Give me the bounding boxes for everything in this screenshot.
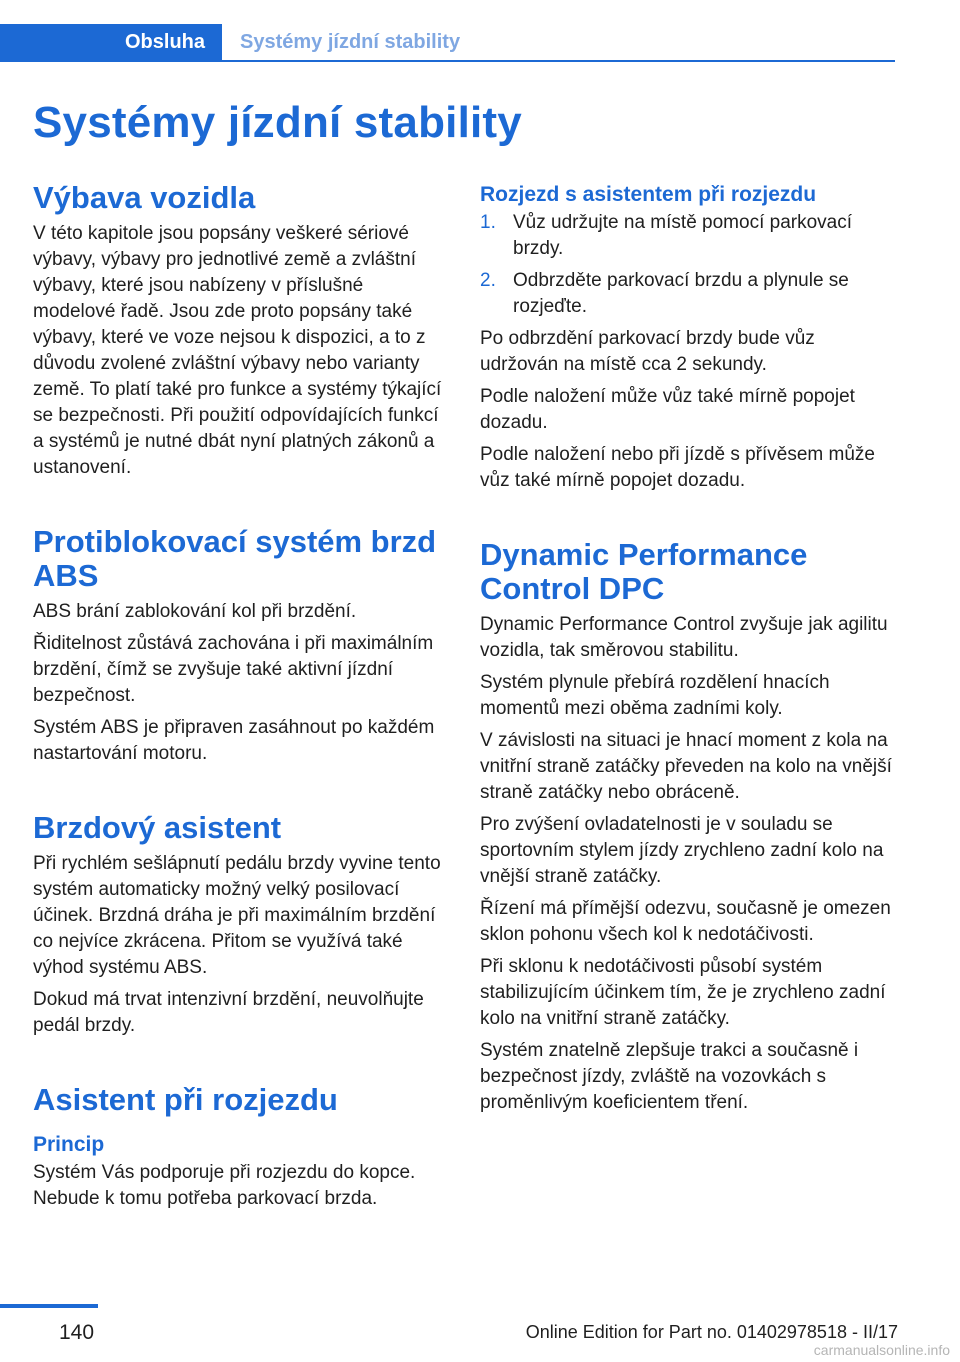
subsection-title-start-with-assistant: Rozjezd s asistentem při rozjezdu: [480, 183, 817, 206]
step-text: Odbrzděte parkovací brzdu a plynule se rozjeďte.: [513, 270, 849, 317]
paragraph: Při sklonu k nedotáčivosti působí systém stabilizujícím účinkem tím, že je zrychleno zadní kolo na vnitřní straně zatáčky.: [480, 956, 886, 1029]
paragraph: Systém Vás podporuje při rozjezdu do kopce. Nebude k tomu potřeba parkovací brzda.: [33, 1162, 416, 1209]
paragraph: Systém plynule přebírá rozdělení hnacích momentů mezi oběma zadními koly.: [480, 672, 830, 719]
paragraph: V této kapitole jsou popsány veškeré sériové výbavy, výbavy pro jednotlivé země a zvláštní výbavy, které jsou nabízeny v příslušné modelové řadě. Jsou zde proto popsány také výbavy, které ve voze nejsou k dispozici, a to z důvodu zvolené zvláštní výbavy nebo varianty země. To platí také pro funkce a systémy týkající se bezpečnosti. Při použití odpovídajících funkcí a systémů je nutné dbát nyní platných zákonů a ustanovení.: [33, 223, 442, 478]
edition-note: Online Edition for Part no. 01402978518 - II/17: [525, 1322, 898, 1342]
section-title-hill-start: Asistent při rozjezdu: [33, 1082, 338, 1117]
paragraph: Řiditelnost zůstává zachována i při maximálním brzdění, čímž se zvyšuje také aktivní jízdní bezpečnost.: [33, 633, 434, 706]
section-title-brake-assistant: Brzdový asistent: [33, 810, 282, 845]
paragraph: Řízení má přímější odezvu, současně je omezen sklon pohonu všech kol k nedotáčivosti.: [480, 898, 891, 945]
paragraph: Po odbrzdění parkovací brzdy bude vůz udržován na místě cca 2 sekundy.: [480, 328, 815, 375]
paragraph: Dokud má trvat intenzivní brzdění, neuvolňujte pedál brzdy.: [33, 989, 424, 1036]
paragraph: ABS brání zablokování kol při brzdění.: [33, 601, 357, 622]
section-title-dpc: Dynamic Performance Control DPC: [480, 537, 808, 606]
paragraph: Systém znatelně zlepšuje trakci a současně i bezpečnost jízdy, zvláště na vozovkách s proměnlivým koeficientem tření.: [480, 1040, 859, 1113]
tab-driving-stability[interactable]: Systémy jízdní stability: [240, 31, 461, 53]
list-item: [480, 210, 895, 262]
section-title-abs: Protiblokovací systém brzd ABS: [33, 524, 437, 593]
step-number: 1.: [480, 212, 496, 233]
left-column: [33, 181, 448, 1218]
paragraph: Dynamic Performance Control zvyšuje jak agilitu vozidla, tak směrovou stabilitu.: [480, 614, 888, 661]
paragraph: Podle naložení nebo při jízdě s přívěsem může vůz také mírně popojet dozadu.: [480, 444, 875, 491]
paragraph: Systém ABS je připraven zasáhnout po každém nastartování motoru.: [33, 717, 435, 764]
step-text: Vůz udržujte na místě pomocí parkovací brzdy.: [513, 212, 852, 259]
section-title-equipment: Výbava vozidla: [33, 180, 256, 215]
right-column: [480, 181, 895, 1122]
paragraph: V závislosti na situaci je hnací moment z kola na vnitřní straně zatáčky převeden na kolo na vnější straně zatáčky nebo obráceně.: [480, 730, 892, 803]
watermark: carmanualsonline.info: [813, 1342, 950, 1358]
paragraph: Při rychlém sešlápnutí pedálu brzdy vyvine tento systém automaticky možný velký posilovací účinek. Brzdná dráha je při maximálním brzdění co nejvíce zkrácena. Přitom se využívá také výhod systému ABS.: [33, 853, 441, 978]
tab-obsluha[interactable]: Obsluha: [0, 24, 222, 60]
paragraph: Podle naložení může vůz také mírně popojet dozadu.: [480, 386, 855, 433]
header-tabs: [0, 24, 895, 62]
steps-list: [480, 210, 895, 320]
list-item: [480, 268, 895, 320]
paragraph: Pro zvýšení ovladatelnosti je v souladu se sportovním stylem jízdy zrychleno zadní kolo na vnější straně zatáčky.: [480, 814, 884, 887]
page-number: 140: [59, 1321, 95, 1344]
step-number: 2.: [480, 270, 496, 291]
page-title: Systémy jízdní stability: [33, 98, 522, 147]
footer-rule: [0, 1304, 98, 1308]
header-rule: [0, 60, 895, 62]
subsection-title-principle: Princip: [33, 1133, 105, 1156]
